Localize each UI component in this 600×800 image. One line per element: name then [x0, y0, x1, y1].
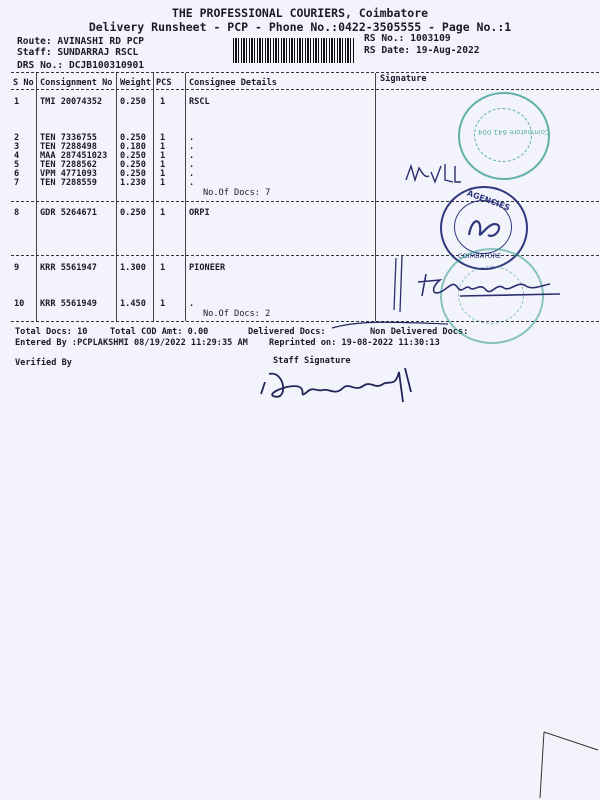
staff-label: Staff: SUNDARRAJ RSCL: [17, 47, 139, 58]
row-pcs: 1: [160, 169, 166, 179]
row-consignment: GDR 5264671: [40, 208, 97, 218]
row-consignment: VPM 4771093: [40, 169, 97, 179]
row-consignment: KRR 5561947: [40, 263, 97, 273]
group-doc-count: No.Of Docs: 2: [203, 309, 271, 319]
row-details: .: [189, 169, 195, 179]
row-consignment: TEN 7288498: [40, 142, 97, 152]
row-weight: 0.250: [120, 97, 146, 107]
page-corner-fold: [530, 730, 600, 800]
row-sno: 10: [14, 299, 25, 309]
row-consignment: TEN 7288559: [40, 178, 97, 188]
seal-stamp-teal: [458, 92, 550, 180]
staff-signature: [255, 362, 425, 412]
route-label: Route: AVINASHI RD PCP: [17, 36, 145, 47]
row-sno: 1: [14, 97, 20, 107]
row-details: .: [189, 142, 195, 152]
row-consignment: MAA 287451023: [40, 151, 108, 161]
row-weight: 0.250: [120, 133, 146, 143]
recipient-signature: [403, 160, 463, 190]
rs-date: RS Date: 19-Aug-2022: [364, 45, 480, 56]
row-pcs: 1: [160, 263, 166, 273]
stamp-text: AGENCIES: [465, 188, 512, 213]
row-weight: 1.300: [120, 263, 146, 273]
row-sno: 3: [14, 142, 20, 152]
column-header-consignee: Consignee Details: [189, 78, 277, 88]
row-weight: 0.250: [120, 151, 146, 161]
verified-by-label: Verified By: [15, 358, 72, 368]
row-pcs: 1: [160, 160, 166, 170]
column-line: [185, 73, 186, 321]
row-details: .: [189, 178, 195, 188]
row-weight: 0.250: [120, 169, 146, 179]
column-line: [375, 73, 376, 321]
divider: [11, 89, 599, 90]
row-pcs: 1: [160, 208, 166, 218]
recipient-signature: [400, 268, 570, 312]
reprinted-on: Reprinted on: 19-08-2022 11:30:13: [269, 338, 440, 348]
row-weight: 1.230: [120, 178, 146, 188]
column-line: [36, 73, 37, 321]
row-details: .: [189, 160, 195, 170]
row-sno: 7: [14, 178, 20, 188]
row-consignment: KRR 5561949: [40, 299, 97, 309]
non-delivered-docs: Non Delivered Docs:: [370, 327, 469, 337]
column-line: [153, 73, 154, 321]
row-pcs: 1: [160, 151, 166, 161]
group-doc-count: No.Of Docs: 7: [203, 188, 271, 198]
row-sno: 9: [14, 263, 20, 273]
row-consignment: TEN 7336755: [40, 133, 97, 143]
row-weight: 1.450: [120, 299, 146, 309]
column-header-weight: Weight: [120, 78, 152, 88]
entered-by: Entered By :PCPLAKSHMI 08/19/2022 11:29:35 AM: [15, 338, 248, 348]
row-sno: 2: [14, 133, 20, 143]
ink-mark: [330, 318, 450, 338]
total-docs: Total Docs: 10: [15, 327, 88, 337]
row-weight: 0.250: [120, 208, 146, 218]
rs-number: RS No.: 1003109: [364, 33, 451, 44]
row-weight: 0.180: [120, 142, 146, 152]
row-details: .: [189, 299, 195, 309]
row-pcs: 1: [160, 299, 166, 309]
stamp-monogram: [464, 213, 504, 243]
stamp-text: Coimbatore 641 004: [478, 128, 550, 136]
row-consignment: TMI 20074352: [40, 97, 103, 107]
staff-signature-label: Staff Signature: [273, 356, 351, 366]
column-header-signature: Signature: [380, 74, 427, 84]
row-details: .: [189, 151, 195, 161]
column-header-consignment: Consignment No: [40, 78, 113, 88]
row-pcs: 1: [160, 178, 166, 188]
row-details: RSCL: [189, 97, 210, 107]
total-cod-amount: Total COD Amt: 0.00: [110, 327, 209, 337]
document-title: THE PROFESSIONAL COURIERS, Coimbatore: [171, 6, 429, 20]
row-pcs: 1: [160, 142, 166, 152]
column-header-pcs: PCS: [156, 78, 172, 88]
row-sno: 6: [14, 169, 20, 179]
column-line: [116, 73, 117, 321]
row-sno: 4: [14, 151, 20, 161]
row-details: ORPI: [189, 208, 210, 218]
row-pcs: 1: [160, 133, 166, 143]
document-subtitle: Delivery Runsheet - PCP - Phone No.:0422-3505555 - Page No.:1: [88, 20, 512, 34]
barcode: [233, 38, 355, 63]
row-consignment: TEN 7288562: [40, 160, 97, 170]
divider: [11, 72, 599, 73]
delivered-docs: Delivered Docs:: [248, 327, 326, 337]
stamp-text: COIMBATORE: [458, 252, 502, 260]
row-weight: 0.250: [120, 160, 146, 170]
ink-mark: [390, 254, 410, 314]
row-sno: 5: [14, 160, 20, 170]
drs-number: DRS No.: DCJB100310901: [17, 60, 145, 71]
row-pcs: 1: [160, 97, 166, 107]
row-sno: 8: [14, 208, 20, 218]
row-details: .: [189, 133, 195, 143]
row-details: PIONEER: [189, 263, 226, 273]
column-header-sno: S No: [13, 78, 34, 88]
